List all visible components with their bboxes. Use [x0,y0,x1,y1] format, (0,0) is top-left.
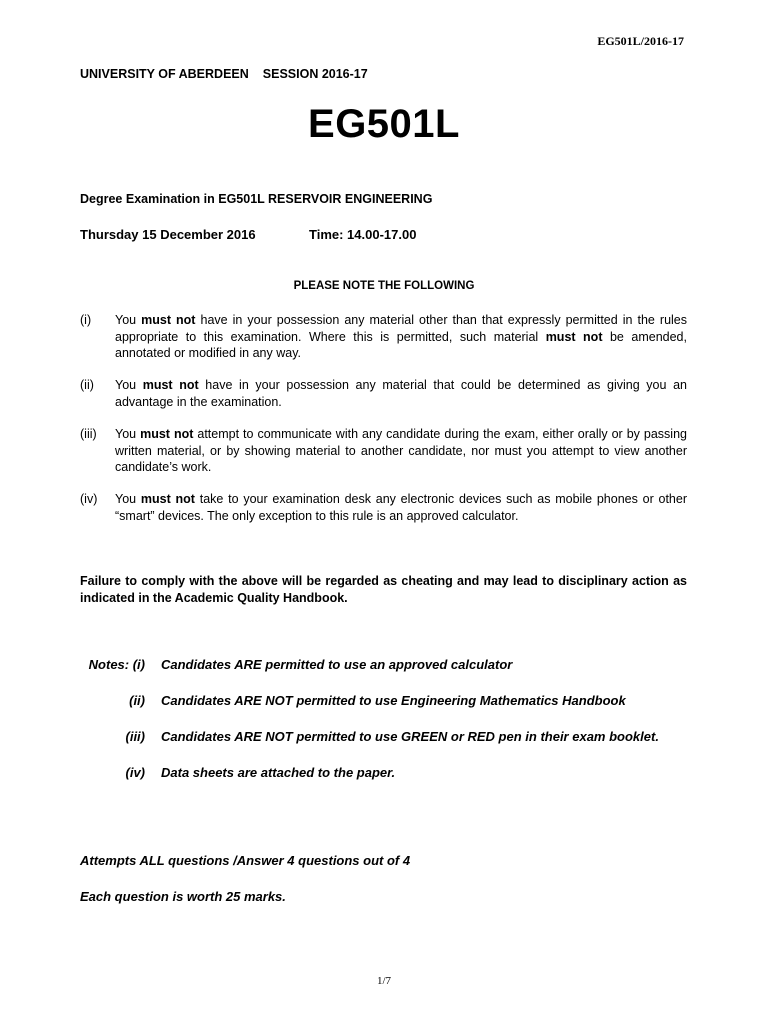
rule-number: (iv) [80,492,98,506]
course-code-title: EG501L [308,102,460,146]
please-note-heading: PLEASE NOTE THE FOLLOWING [293,280,475,292]
university-name: UNIVERSITY OF ABERDEEN [80,67,249,81]
rule-text [115,426,687,476]
rule-text-part: You [115,492,141,506]
rule-text-part: You [115,313,142,327]
rule-emphasis: must not [141,313,196,327]
marks-instruction: Each question is worth 25 marks. [80,889,286,904]
page-number: 1/7 [376,975,392,987]
rule-text [115,312,687,362]
exam-time: Time: 14.00-17.00 [309,227,417,242]
university-heading [80,67,368,81]
rule-text-part: have in your possession any material other than that expressly permitted in the rules appropriate to this examination. Where this is permitted, such material [115,313,687,344]
degree-examination-title: Degree Examination in EG501L RESERVOIR ENGINEERING [80,192,433,206]
note-label: Notes: (i) [88,657,145,672]
rule-text [115,377,687,410]
rule-emphasis: must not [140,427,194,441]
rule-number: (i) [80,313,92,327]
failure-warning: Failure to comply with the above will be regarded as cheating and may lead to disciplinary action as indicated in the Academic Quality Handbook. [80,574,687,605]
document-reference: EG501L/2016-17 [597,34,684,48]
rule-item [80,426,687,476]
note-text: Data sheets are attached to the paper. [161,765,396,780]
exam-date: Thursday 15 December 2016 [80,227,256,242]
note-label: (iii) [125,729,145,744]
rule-text-part: be amended, annotated or modified in any way. [115,329,687,360]
note-text: Candidates ARE NOT permitted to use GREEN or RED pen in their exam booklet. [161,729,659,744]
note-text: Candidates ARE NOT permitted to use Engineering Mathematics Handbook [161,693,626,708]
rule-text-part: attempt to communicate with any candidate during the exam, either orally or by passing written material, or by showing material to another candidate, nor must you attempt to view another candidate’s work. [115,427,687,474]
rule-emphasis: must not [142,378,199,392]
attempts-instruction: Attempts ALL questions /Answer 4 questions out of 4 [80,853,411,868]
note-text: Candidates ARE permitted to use an approved calculator [161,657,513,672]
rule-text-part: have in your possession any material that could be determined as giving you an advantage in the examination. [115,378,687,409]
rule-item [80,377,687,410]
rule-item [80,312,687,362]
rule-emphasis: must not [545,329,603,344]
rule-text-part: take to your examination desk any electronic devices such as mobile phones or other “smart” devices. The only exception to this rule is an approved calculator. [115,492,687,523]
session-label: SESSION 2016-17 [262,67,368,81]
rule-item [80,491,687,524]
rule-text-part: You [115,427,141,441]
note-label: (iv) [125,765,145,780]
rule-text-part: You [115,378,143,392]
rule-text [115,491,687,524]
rule-number: (ii) [80,378,94,392]
rule-emphasis: must not [140,492,195,506]
rule-number: (iii) [80,427,97,441]
exam-date-line [80,227,417,242]
note-label: (ii) [129,693,145,708]
